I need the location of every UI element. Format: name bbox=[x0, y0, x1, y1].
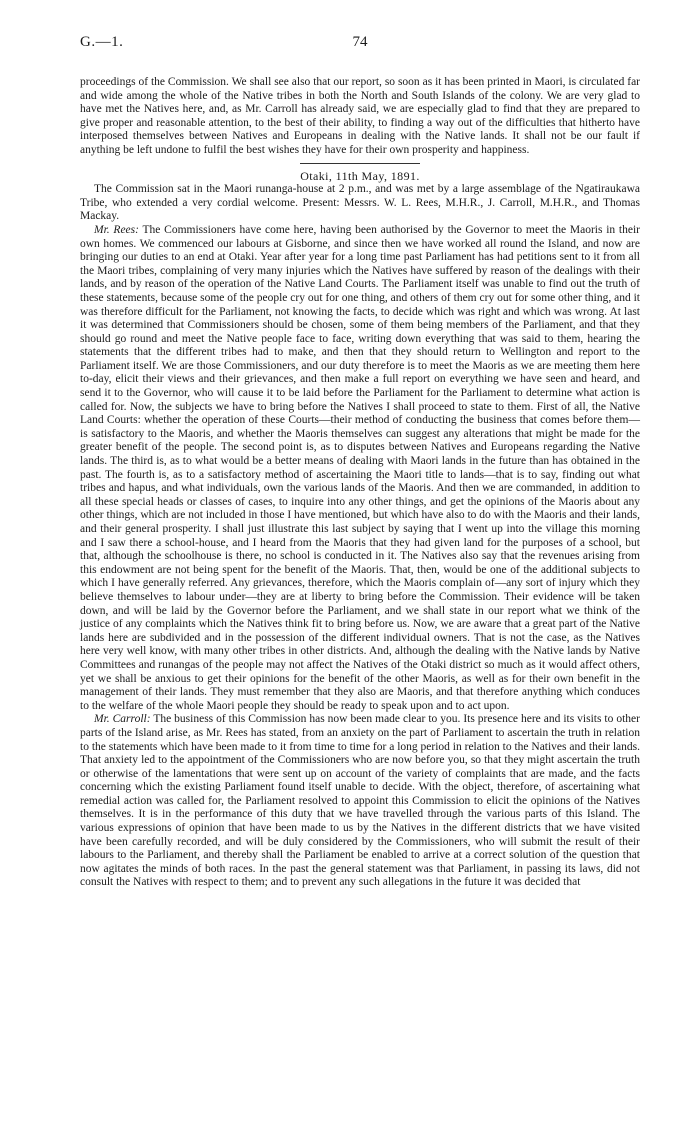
opening-paragraph: proceedings of the Commission. We shall see also that our report, so soon as it has been printed in Maori, is circulated far and wide among the whole of the Native tribes in both the North and South Islands of the colony. We are very glad to have met the Natives here, and, as Mr. Carroll has already said, we are especially glad to find that they are prepared to give proper and reasonable attention, to the best of their ability, to finding a way out of the difficulties that hitherto have interposed themselves between Natives and Europeans in dealing with the Native lands. It shall not be our fault if anything be left undone to fulfil the best wishes they have for their own prosperity and happiness. bbox=[80, 76, 640, 156]
speech-text: The business of this Commission has now been made clear to you. Its presence here and its visits to other parts of the Island arise, as Mr. Rees has stated, from an anxiety on the part of Parliament to ascertain the truth in relation to the statements which have been made to it from time to time for a long period in relation to the Natives and their lands. That anxiety led to the appointment of the Commissioners who are now before you, so that they might ascertain the truth or otherwise of the lamentations that were sent up on account of the variety of complaints that are made, and the facts concerning which the existing Parliament found itself unable to decide. With the object, therefore, of ascertaining what remedial action was called for, the Parliament resolved to appoint this Commission to elicit the opinions of the Natives themselves. It is in the performance of this duty that we have travelled through the various parts of this Island. The various expressions of opinion that have been made to us by the Natives in the different districts that we have visited have been carefully recorded, and will be duly considered by the Commissioners, who will submit the result of their labours to the Parliament, and thereby shall the Parliament be enabled to arrive at a correct solution of the question that now agitates the minds of both races. In the past the general statement was that Parliament, in passing its laws, did not consult the Natives with respect to them; and to prevent any such allegations in the future it was decided that bbox=[80, 713, 640, 889]
document-reference: G.—1. bbox=[80, 34, 124, 50]
intro-paragraph: The Commission sat in the Maori runanga-house at 2 p.m., and was met by a large assemblage of the Ngatiraukawa Tribe, who extended a very cordial welcome. Present: Messrs. W. L. Rees, M.H.R., J. Carroll, M.H.R., and Thomas Mackay. bbox=[80, 183, 640, 223]
speaker-label: Mr. Carroll: bbox=[94, 713, 151, 726]
speaker-label: Mr. Rees: bbox=[94, 223, 139, 236]
section-divider bbox=[300, 163, 420, 164]
rees-speech-paragraph bbox=[80, 224, 640, 713]
page-header bbox=[80, 34, 640, 64]
page-body bbox=[80, 76, 640, 890]
carroll-speech-paragraph bbox=[80, 713, 640, 890]
speech-text: The Commissioners have come here, having been authorised by the Governor to meet the Maoris in their own homes. We commenced our labours at Gisborne, and since then we have worked all round the Island, and now are bringing our duties to an end at Otaki. Year after year for a long time past Parliament has had petitions sent to it from all the Maori tribes, complaining of very many injuries which the Natives have suffered by reason of the dealings with their lands, and by reason of the operation of the Native Land Courts. The Parliament itself was unable to find out the truth of these statements, because some of the people cry out for one thing, and others of them cry out for some other thing, and it was therefore difficult for the Parliament, not knowing the facts, to decide which was right and which was wrong. At last it was determined that Commissioners should be chosen, some of them being members of the Parliament, and that they should go round and meet the Native people face to face, writing down everything that was said to them, hearing the statements that the different tribes had to make, and then that they should return to Wellington and report to the Parliament itself. We are those Commissioners, and our duty therefore is to meet the Maoris as we are meeting them here to-day, elicit their views and their grievances, and then make a full report on everything we have seen and heard, and send it to the Governor, who will cause it to be laid before the Parliament for the Parliament to determine what action is called for. Now, the subjects we have to bring before the Natives I shall proceed to state to them. First of all, the Native Land Courts: whether the operation of these Courts—their method of conducting the business that comes before them—is satisfactory to the Maoris, and whether the Maoris themselves can suggest any alterations that might be made for the greater benefit of the people. The second point is, as to disputes between Natives and Europeans regarding the Native lands. The third is, as to what would be a better means of dealing with Maori lands in the future than has obtained in the past. The fourth is, as to a satisfactory method of ascertaining the Maori title to lands—that is to say, finding out what tribes and hapus, and what individuals, own the various lands of the Maoris. And then we are commanded, in addition to all these special heads or classes of cases, to inquire into any other things, and get the opinions of the Maoris about any other things, which are not included in those I have mentioned, but which have also to do with the Maoris and their lands, and their general prosperity. I shall just illustrate this last subject by saying that I went up into the village this morning and I saw there a school-house, and I heard from the Maoris that they had given land for the purposes of a school, but that, although the schoolhouse is there, no school is conducted in it. The Natives also say that the revenues arising from this endowment are not being spent for the benefit of the Maoris. That, then, would be one of the additional subjects to which I have generally referred. Any grievances, therefore, which the Maoris complain of—any sort of injury which they believe themselves to labour under—they are at liberty to bring before the Commission. Their evidence will be taken down, and will be laid by the Governor before the Parliament, and we shall state in our report what we think of the justice of any complaints which the Natives think fit to bring before us. Now, we are aware that a great part of the Native lands here are subdivided and in the possession of the different individual owners. That is not the case, as the Natives here very well know, with many other tribes in other districts. And, although the dealing with the Native lands by Native Committees and runangas of the people may not affect the Natives of the Otaki district so much as it would affect others, yet we shall be anxious to get their opinions for the benefit of the other Maoris, as well as for their own benefit in the management of their lands. They must remember that they also are Maoris, and that therefore anything which conduces to the welfare of the whole Maori people they should be ready to speak upon and to act upon. bbox=[80, 223, 640, 712]
page-number: 74 bbox=[352, 34, 368, 50]
section-heading: Otaki, 11th May, 1891. bbox=[300, 168, 420, 183]
